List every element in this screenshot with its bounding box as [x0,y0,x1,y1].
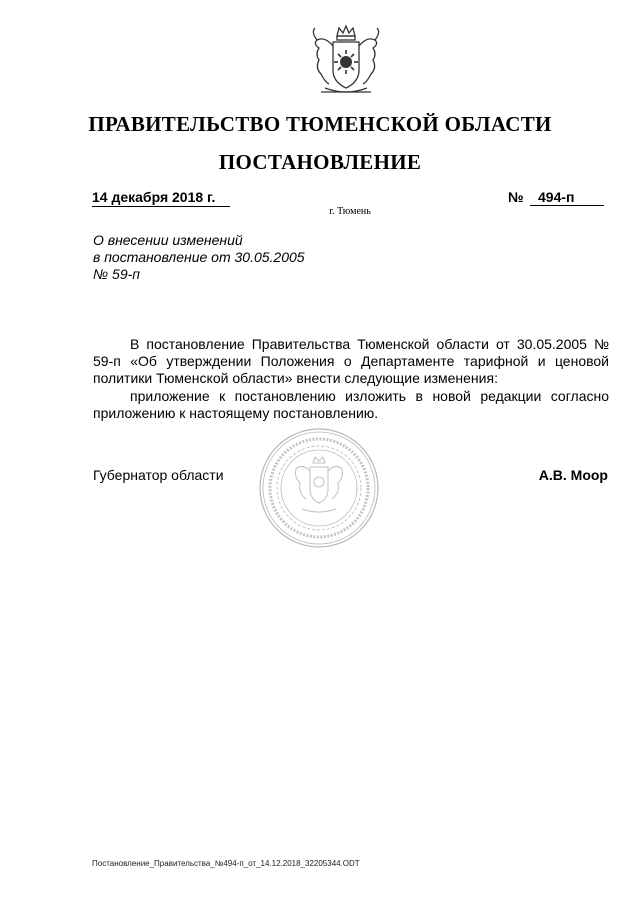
signer-role: Губернатор области [93,467,224,483]
body-paragraph: приложение к постановлению изложить в новой редакции согласно приложению к настоящему постановлению. [93,388,609,421]
document-date: 14 декабря 2018 г. [92,188,230,207]
number-sign: № [508,189,524,205]
tyumen-coat-of-arms-icon [303,22,389,104]
footer-filename: Постановление_Правительства_№494-п_от_14.12.2018_32205344.ODT [92,859,360,868]
subject-line: № 59-п [93,266,140,282]
subject-line: в постановление от 30.05.2005 [93,249,305,265]
number-value: 494-п [530,188,604,206]
document-subject [93,232,393,283]
document-number [508,188,604,206]
signer-name: А.В. Моор [538,467,608,483]
subject-line: О внесении изменений [93,232,243,248]
document-type: ПОСТАНОВЛЕНИЕ [218,150,422,174]
government-title: ПРАВИТЕЛЬСТВО ТЮМЕНСКОЙ ОБЛАСТИ [88,112,552,136]
body-paragraph: В постановление Правительства Тюменской области от 30.05.2005 № 59-п «Об утверждении Положения о Департаменте тарифной и ценовой политики Тюменской области» внести следующие изменения: [93,336,609,386]
official-seal-icon [258,427,380,549]
city-label: г. Тюмень [329,206,371,217]
